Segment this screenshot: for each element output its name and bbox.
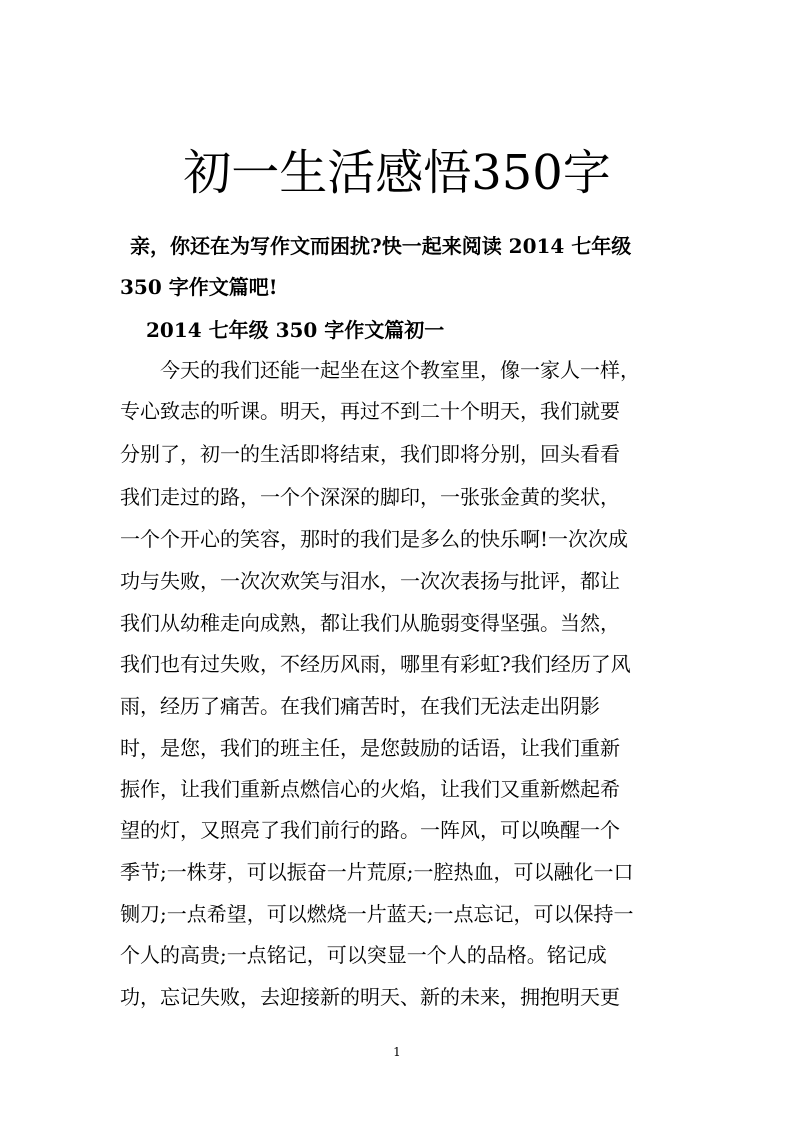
body-line-5: 一个个开心的笑容，那时的我们是多么的快乐啊!一次次成	[120, 527, 629, 551]
body-line-9: 雨，经历了痛苦。在我们痛苦时，在我们无法走出阴影	[120, 694, 600, 718]
body-line-15: 个人的高贵;一点铭记，可以突显一个人的品格。铭记成	[120, 943, 607, 967]
body-line-16: 功，忘记失败，去迎接新的明天、新的未来，拥抱明天更	[120, 985, 620, 1009]
body-line-14: 铡刀;一点希望，可以燃烧一片蓝天;一点忘记，可以保持一	[120, 902, 634, 926]
body-line-2: 专心致志的听课。明天，再过不到二十个明天，我们就要	[120, 399, 620, 423]
body-line-3: 分别了，初一的生活即将结束，我们即将分别，回头看看	[120, 442, 620, 466]
body-line-10: 时，是您，我们的班主任，是您鼓励的话语，让我们重新	[120, 736, 620, 760]
body-line-6: 功与失败，一次次欢笑与泪水，一次次表扬与批评，都让	[120, 569, 620, 593]
body-line-11: 振作，让我们重新点燃信心的火焰，让我们又重新燃起希	[120, 777, 620, 801]
body-line-1: 今天的我们还能一起坐在这个教室里，像一家人一样，	[160, 358, 640, 382]
intro-line-2: 350 字作文篇吧!	[120, 275, 278, 299]
body-line-12: 望的灯，又照亮了我们前行的路。一阵风，可以唤醒一个	[120, 818, 620, 842]
intro-line-1: 亲，你还在为写作文而困扰?快一起来阅读 2014 七年级	[130, 234, 632, 258]
body-line-7: 我们从幼稚走向成熟，都让我们从脆弱变得坚强。当然，	[120, 611, 620, 635]
body-line-8: 我们也有过失败，不经历风雨，哪里有彩虹?我们经历了风	[120, 652, 631, 676]
page-number: 1	[393, 1045, 401, 1059]
section-heading: 2014 七年级 350 字作文篇初一	[146, 318, 445, 342]
body-line-13: 季节;一株芽，可以振奋一片荒原;一腔热血，可以融化一口	[120, 860, 634, 884]
body-line-4: 我们走过的路，一个个深深的脚印，一张张金黄的奖状，	[120, 485, 620, 509]
document-title: 初一生活感悟350字	[183, 145, 611, 201]
